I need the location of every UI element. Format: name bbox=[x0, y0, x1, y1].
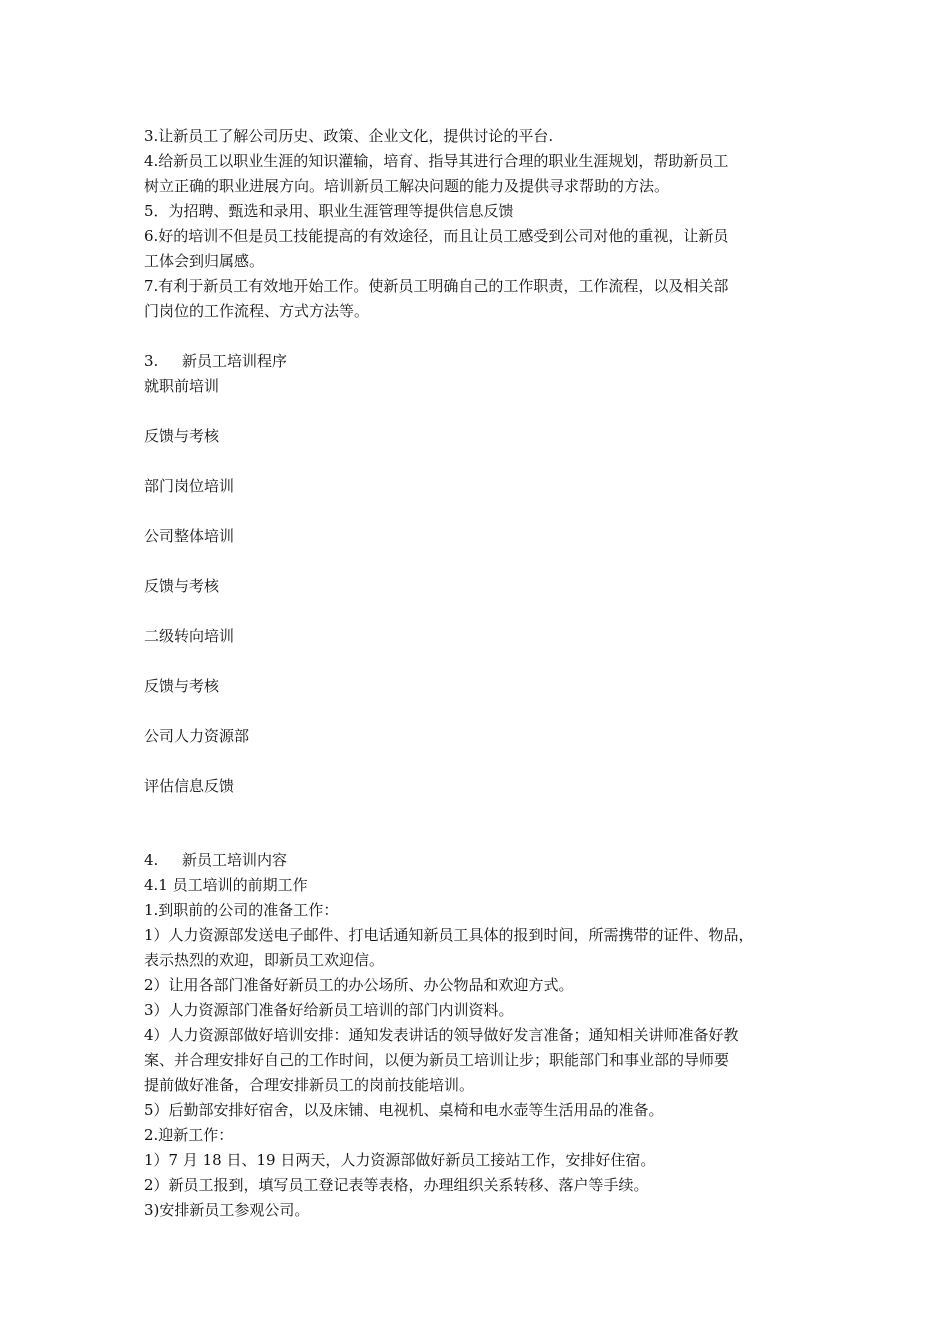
text-line: 案、并合理安排好自己的工作时间，以便为新员工培训让步；职能部门和事业部的导师要 bbox=[144, 1051, 730, 1069]
text-line: 2.迎新工作： bbox=[144, 1126, 234, 1144]
flow-step: 反馈与考核 bbox=[144, 677, 220, 695]
section-heading bbox=[144, 848, 824, 873]
flow-step: 部门岗位培训 bbox=[144, 477, 235, 495]
section-title: 新员工培训程序 bbox=[182, 352, 288, 370]
flow-step: 公司整体培训 bbox=[144, 527, 235, 545]
text-line: 树立正确的职业进展方向。培训新员工解决问题的能力及提供寻求帮助的方法。 bbox=[144, 177, 670, 195]
text-line: 门岗位的工作流程、方式方法等。 bbox=[144, 302, 370, 320]
text-line: 2）新员工报到，填写员工登记表等表格，办理组织关系转移、落户等手续。 bbox=[144, 1176, 649, 1194]
text-line: 3)安排新员工参观公司。 bbox=[144, 1201, 310, 1219]
text-line: 4）人力资源部做好培训安排：通知发表讲话的领导做好发言准备；通知相关讲师准备好教 bbox=[144, 1026, 739, 1044]
text-line: 4.给新员工以职业生涯的知识灌输，培育、指导其进行合理的职业生涯规划，帮助新员工 bbox=[144, 152, 729, 170]
text-line: 3.让新员工了解公司历史、政策、企业文化，提供讨论的平台. bbox=[144, 127, 554, 145]
flow-step: 公司人力资源部 bbox=[144, 727, 250, 745]
text-line: 3）人力资源部门准备好给新员工培训的部门内训资料。 bbox=[144, 1001, 514, 1019]
spacer bbox=[144, 824, 824, 848]
text-line: 5）后勤部安排好宿舍，以及床铺、电视机、桌椅和电水壶等生活用品的准备。 bbox=[144, 1101, 664, 1119]
text-line: 提前做好准备，合理安排新员工的岗前技能培训。 bbox=[144, 1076, 475, 1094]
flow-step: 二级转向培训 bbox=[144, 627, 235, 645]
text-line: 2）让用各部门准备好新员工的办公场所、办公物品和欢迎方式。 bbox=[144, 976, 574, 994]
text-line: 1）人力资源部发送电子邮件、打电话通知新员工具体的报到时间，所需携带的证件、物品， bbox=[144, 926, 754, 944]
section-number: 4. bbox=[144, 851, 159, 869]
flow-step: 反馈与考核 bbox=[144, 577, 220, 595]
flow-step: 反馈与考核 bbox=[144, 427, 220, 445]
section-heading bbox=[144, 349, 824, 374]
text-line: 7.有利于新员工有效地开始工作。使新员工明确自己的工作职责，工作流程，以及相关部 bbox=[144, 277, 729, 295]
text-line: 6.好的培训不但是员工技能提高的有效途径，而且让员工感受到公司对他的重视，让新员 bbox=[144, 227, 729, 245]
flow-step: 就职前培训 bbox=[144, 377, 220, 395]
text-line: 5．为招聘、甄选和录用、职业生涯管理等提供信息反馈 bbox=[144, 202, 514, 220]
text-line: 表示热烈的欢迎，即新员工欢迎信。 bbox=[144, 951, 385, 969]
flow-step: 评估信息反馈 bbox=[144, 777, 235, 795]
spacer bbox=[144, 324, 824, 349]
section-body bbox=[144, 873, 824, 1223]
text-line: 4.1 员工培训的前期工作 bbox=[144, 876, 308, 894]
section-number: 3. bbox=[144, 352, 159, 370]
intro-paragraphs bbox=[144, 124, 824, 324]
text-line: 1.到职前的公司的准备工作： bbox=[144, 901, 339, 919]
text-line: 工体会到归属感。 bbox=[144, 252, 265, 270]
section-title: 新员工培训内容 bbox=[182, 851, 288, 869]
document-page bbox=[144, 124, 824, 1223]
text-line: 1）7 月 18 日、19 日两天，人力资源部做好新员工接站工作，安排好住宿。 bbox=[144, 1151, 656, 1169]
